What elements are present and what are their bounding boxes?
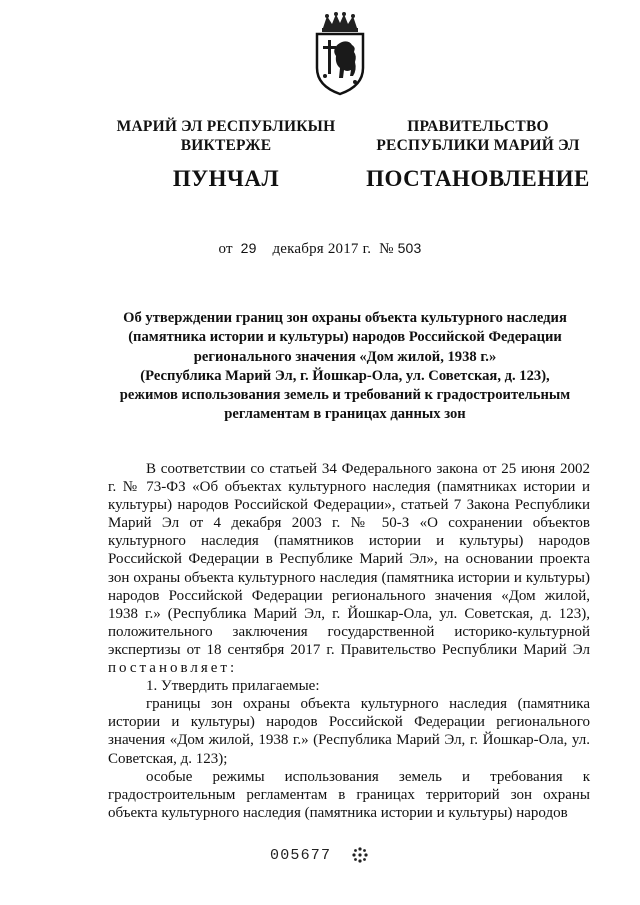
title-line: (памятника истории и культуры) народов Российской Федерации	[128, 329, 562, 346]
title-line: режимов использования земель и требований к градостроительным	[119, 387, 571, 404]
header-right-line1: ПРАВИТЕЛЬСТВО	[407, 118, 549, 135]
preamble-text: В соответствии со статьей 34 Федерального закона от 25 июня 2002 г. № 73-ФЗ «Об объектах культурного наследия (памятниках истории и культуры) народов Российской Федерации», статьей 7 Закона Республики Марий Эл от 4 декабря 2003 г. № 50-З «О сохранении объектов культурного наследия (памятников истории и культуры) народов Российской Федерации в Республике Марий Эл», на основании проекта зон охраны объекта культурного наследия (памятника истории и культуры) народов Российской Федерации регионального значения «Дом жилой, 1938 г.» (Республика Марий Эл, г. Йошкар-Ола, ул. Советская, д. 123), положительного заключения государственной историко-культурной экспертизы от 18 сентября 2017 г. Правительство Республики Марий Эл	[108, 461, 590, 658]
decree-date-line	[0, 240, 640, 258]
title-line: (Республика Марий Эл, г. Йошкар-Ола, ул. Советская, д. 123),	[140, 367, 550, 384]
decree-number-label: №	[379, 241, 394, 257]
header-right	[360, 117, 596, 193]
asterisk-mark-icon	[351, 846, 369, 864]
title-line: регламентам в границах данных зон	[224, 406, 466, 423]
header-left	[96, 117, 356, 193]
decree-day: 29	[240, 240, 257, 256]
decree-title	[100, 309, 590, 425]
body-item: 1. Утвердить прилагаемые:	[146, 678, 320, 695]
decree-from-label: от	[218, 241, 233, 257]
decree-body	[108, 460, 590, 822]
body-paragraph: границы зон охраны объекта культурного наследия (памятника истории и культуры) народов Российской Федерации регионального значения «Дом жилой, 1938 г.» (Республика Марий Эл, г. Йошкар-Ола, ул. Советская, д. 123);	[108, 696, 590, 767]
title-line: регионального значения «Дом жилой, 1938 г.»	[193, 348, 497, 365]
decree-month-year: декабря 2017 г.	[272, 241, 372, 257]
header-right-doc-type: ПОСТАНОВЛЕНИЕ	[366, 166, 590, 191]
header-left-line1: МАРИЙ ЭЛ РЕСПУБЛИКЫН	[116, 118, 336, 135]
title-line: Об утверждении границ зон охраны объекта культурного наследия	[123, 310, 567, 326]
coat-of-arms-icon	[309, 12, 371, 96]
body-paragraph: особые режимы использования земель и требования к градостроительным регламентам в границах территорий зон охраны объекта культурного наследия (памятника истории и культуры) народов	[108, 768, 590, 821]
body-paragraph	[108, 460, 590, 677]
resolution-word: постановляет:	[108, 660, 238, 677]
header-right-line2: РЕСПУБЛИКИ МАРИЙ ЭЛ	[376, 137, 580, 154]
header-left-doc-type: ПУНЧАЛ	[172, 166, 280, 191]
header-left-line2: ВИКТЕРЖЕ	[180, 137, 272, 154]
serial-number: 005677	[270, 847, 332, 864]
decree-number: 503	[397, 240, 422, 256]
